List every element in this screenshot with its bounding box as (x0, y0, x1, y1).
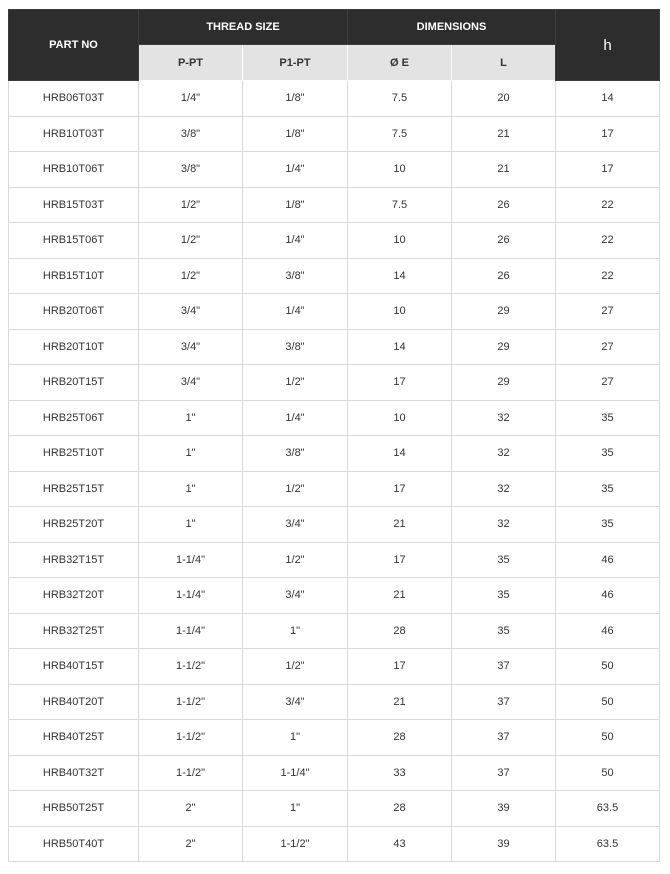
table-row (9, 791, 660, 827)
h-cell: 27 (556, 294, 660, 330)
oe-cell: 7.5 (348, 187, 452, 223)
p1-pt-cell: 3/4" (243, 578, 348, 614)
p1-pt-header: P1-PT (243, 45, 348, 81)
p-pt-cell: 1/2" (139, 258, 243, 294)
part-no-cell: HRB40T32T (9, 755, 139, 791)
p1-pt-cell: 1/8" (243, 81, 348, 117)
table-row (9, 258, 660, 294)
p-pt-header: P-PT (139, 45, 243, 81)
p1-pt-cell: 1-1/4" (243, 755, 348, 791)
h-cell: 50 (556, 755, 660, 791)
l-cell: 26 (452, 187, 556, 223)
table-row (9, 294, 660, 330)
h-cell: 27 (556, 329, 660, 365)
p-pt-cell: 3/4" (139, 294, 243, 330)
p-pt-cell: 1-1/2" (139, 755, 243, 791)
h-cell: 50 (556, 649, 660, 685)
oe-cell: 21 (348, 578, 452, 614)
spec-table (8, 9, 660, 862)
oe-cell: 17 (348, 649, 452, 685)
oe-cell: 17 (348, 471, 452, 507)
oe-cell: 14 (348, 436, 452, 472)
l-cell: 26 (452, 258, 556, 294)
part-no-cell: HRB25T20T (9, 507, 139, 543)
h-cell: 17 (556, 152, 660, 188)
l-cell: 20 (452, 81, 556, 117)
part-no-cell: HRB32T25T (9, 613, 139, 649)
l-cell: 29 (452, 294, 556, 330)
p-pt-cell: 2" (139, 791, 243, 827)
p-pt-cell: 1" (139, 471, 243, 507)
table-row (9, 507, 660, 543)
part-no-cell: HRB06T03T (9, 81, 139, 117)
table-row (9, 578, 660, 614)
part-no-cell: HRB15T06T (9, 223, 139, 259)
part-no-cell: HRB40T25T (9, 720, 139, 756)
h-cell: 22 (556, 223, 660, 259)
table-row (9, 720, 660, 756)
part-no-header: PART NO (9, 10, 139, 81)
thread-size-header: THREAD SIZE (139, 10, 348, 45)
h-header: h (556, 10, 660, 81)
p1-pt-cell: 1" (243, 791, 348, 827)
h-cell: 63.5 (556, 791, 660, 827)
p1-pt-cell: 1/4" (243, 223, 348, 259)
p-pt-cell: 1-1/4" (139, 578, 243, 614)
table-row (9, 116, 660, 152)
h-cell: 50 (556, 684, 660, 720)
h-cell: 63.5 (556, 826, 660, 862)
p-pt-cell: 1-1/2" (139, 720, 243, 756)
p-pt-cell: 1-1/4" (139, 613, 243, 649)
table-row (9, 471, 660, 507)
p1-pt-cell: 3/8" (243, 436, 348, 472)
part-no-cell: HRB20T10T (9, 329, 139, 365)
p-pt-cell: 1/4" (139, 81, 243, 117)
p1-pt-cell: 1/8" (243, 187, 348, 223)
h-cell: 35 (556, 507, 660, 543)
p-pt-cell: 1-1/2" (139, 649, 243, 685)
p-pt-cell: 1/2" (139, 187, 243, 223)
h-cell: 14 (556, 81, 660, 117)
l-cell: 35 (452, 542, 556, 578)
p1-pt-cell: 1/2" (243, 542, 348, 578)
oe-cell: 14 (348, 258, 452, 294)
p1-pt-cell: 1" (243, 613, 348, 649)
table-row (9, 436, 660, 472)
oe-cell: 21 (348, 684, 452, 720)
part-no-cell: HRB25T10T (9, 436, 139, 472)
p-pt-cell: 1" (139, 436, 243, 472)
part-no-cell: HRB32T20T (9, 578, 139, 614)
l-cell: 37 (452, 649, 556, 685)
part-no-cell: HRB25T15T (9, 471, 139, 507)
p1-pt-cell: 3/8" (243, 258, 348, 294)
h-cell: 46 (556, 578, 660, 614)
table-header (9, 10, 660, 81)
oe-header: Ø E (348, 45, 452, 81)
oe-cell: 14 (348, 329, 452, 365)
p1-pt-cell: 1/4" (243, 400, 348, 436)
p1-pt-cell: 3/4" (243, 684, 348, 720)
h-cell: 46 (556, 613, 660, 649)
h-cell: 35 (556, 471, 660, 507)
l-cell: 32 (452, 507, 556, 543)
p-pt-cell: 1" (139, 400, 243, 436)
l-cell: 39 (452, 791, 556, 827)
l-cell: 35 (452, 578, 556, 614)
h-cell: 35 (556, 400, 660, 436)
h-cell: 22 (556, 258, 660, 294)
l-cell: 26 (452, 223, 556, 259)
l-cell: 35 (452, 613, 556, 649)
table-row (9, 400, 660, 436)
l-cell: 21 (452, 116, 556, 152)
p-pt-cell: 3/8" (139, 116, 243, 152)
h-cell: 46 (556, 542, 660, 578)
part-no-cell: HRB20T06T (9, 294, 139, 330)
table-row (9, 329, 660, 365)
oe-cell: 17 (348, 365, 452, 401)
p1-pt-cell: 1/4" (243, 294, 348, 330)
oe-cell: 28 (348, 613, 452, 649)
oe-cell: 28 (348, 791, 452, 827)
part-no-cell: HRB10T03T (9, 116, 139, 152)
oe-cell: 21 (348, 507, 452, 543)
p1-pt-cell: 1/2" (243, 365, 348, 401)
p-pt-cell: 1-1/2" (139, 684, 243, 720)
part-no-cell: HRB40T15T (9, 649, 139, 685)
l-cell: 29 (452, 329, 556, 365)
header-row-main (9, 10, 660, 45)
part-no-cell: HRB25T06T (9, 400, 139, 436)
part-no-cell: HRB15T10T (9, 258, 139, 294)
h-cell: 22 (556, 187, 660, 223)
oe-cell: 7.5 (348, 116, 452, 152)
oe-cell: 33 (348, 755, 452, 791)
dimensions-header: DIMENSIONS (348, 10, 556, 45)
p-pt-cell: 2" (139, 826, 243, 862)
l-cell: 21 (452, 152, 556, 188)
oe-cell: 7.5 (348, 81, 452, 117)
l-cell: 37 (452, 720, 556, 756)
table-row (9, 826, 660, 862)
oe-cell: 10 (348, 294, 452, 330)
part-no-cell: HRB10T06T (9, 152, 139, 188)
table-row (9, 684, 660, 720)
part-no-cell: HRB50T25T (9, 791, 139, 827)
p-pt-cell: 1" (139, 507, 243, 543)
oe-cell: 10 (348, 400, 452, 436)
table-row (9, 649, 660, 685)
table-row (9, 542, 660, 578)
h-cell: 17 (556, 116, 660, 152)
p1-pt-cell: 1" (243, 720, 348, 756)
oe-cell: 10 (348, 152, 452, 188)
p1-pt-cell: 1/8" (243, 116, 348, 152)
table-row (9, 81, 660, 117)
p1-pt-cell: 3/8" (243, 329, 348, 365)
h-cell: 27 (556, 365, 660, 401)
h-cell: 35 (556, 436, 660, 472)
table-row (9, 755, 660, 791)
part-no-cell: HRB40T20T (9, 684, 139, 720)
p-pt-cell: 1-1/4" (139, 542, 243, 578)
table-row (9, 223, 660, 259)
p-pt-cell: 3/8" (139, 152, 243, 188)
table-row (9, 187, 660, 223)
oe-cell: 17 (348, 542, 452, 578)
p-pt-cell: 3/4" (139, 329, 243, 365)
p-pt-cell: 3/4" (139, 365, 243, 401)
p1-pt-cell: 1/4" (243, 152, 348, 188)
part-no-cell: HRB50T40T (9, 826, 139, 862)
table-row (9, 365, 660, 401)
l-cell: 37 (452, 755, 556, 791)
oe-cell: 28 (348, 720, 452, 756)
l-header: L (452, 45, 556, 81)
table-body (9, 81, 660, 862)
oe-cell: 43 (348, 826, 452, 862)
p1-pt-cell: 1/2" (243, 471, 348, 507)
p1-pt-cell: 1-1/2" (243, 826, 348, 862)
l-cell: 32 (452, 400, 556, 436)
l-cell: 37 (452, 684, 556, 720)
l-cell: 32 (452, 471, 556, 507)
p1-pt-cell: 1/2" (243, 649, 348, 685)
p-pt-cell: 1/2" (139, 223, 243, 259)
part-no-cell: HRB15T03T (9, 187, 139, 223)
part-no-cell: HRB32T15T (9, 542, 139, 578)
h-cell: 50 (556, 720, 660, 756)
l-cell: 29 (452, 365, 556, 401)
part-no-cell: HRB20T15T (9, 365, 139, 401)
table-row (9, 613, 660, 649)
oe-cell: 10 (348, 223, 452, 259)
l-cell: 32 (452, 436, 556, 472)
l-cell: 39 (452, 826, 556, 862)
p1-pt-cell: 3/4" (243, 507, 348, 543)
table-row (9, 152, 660, 188)
